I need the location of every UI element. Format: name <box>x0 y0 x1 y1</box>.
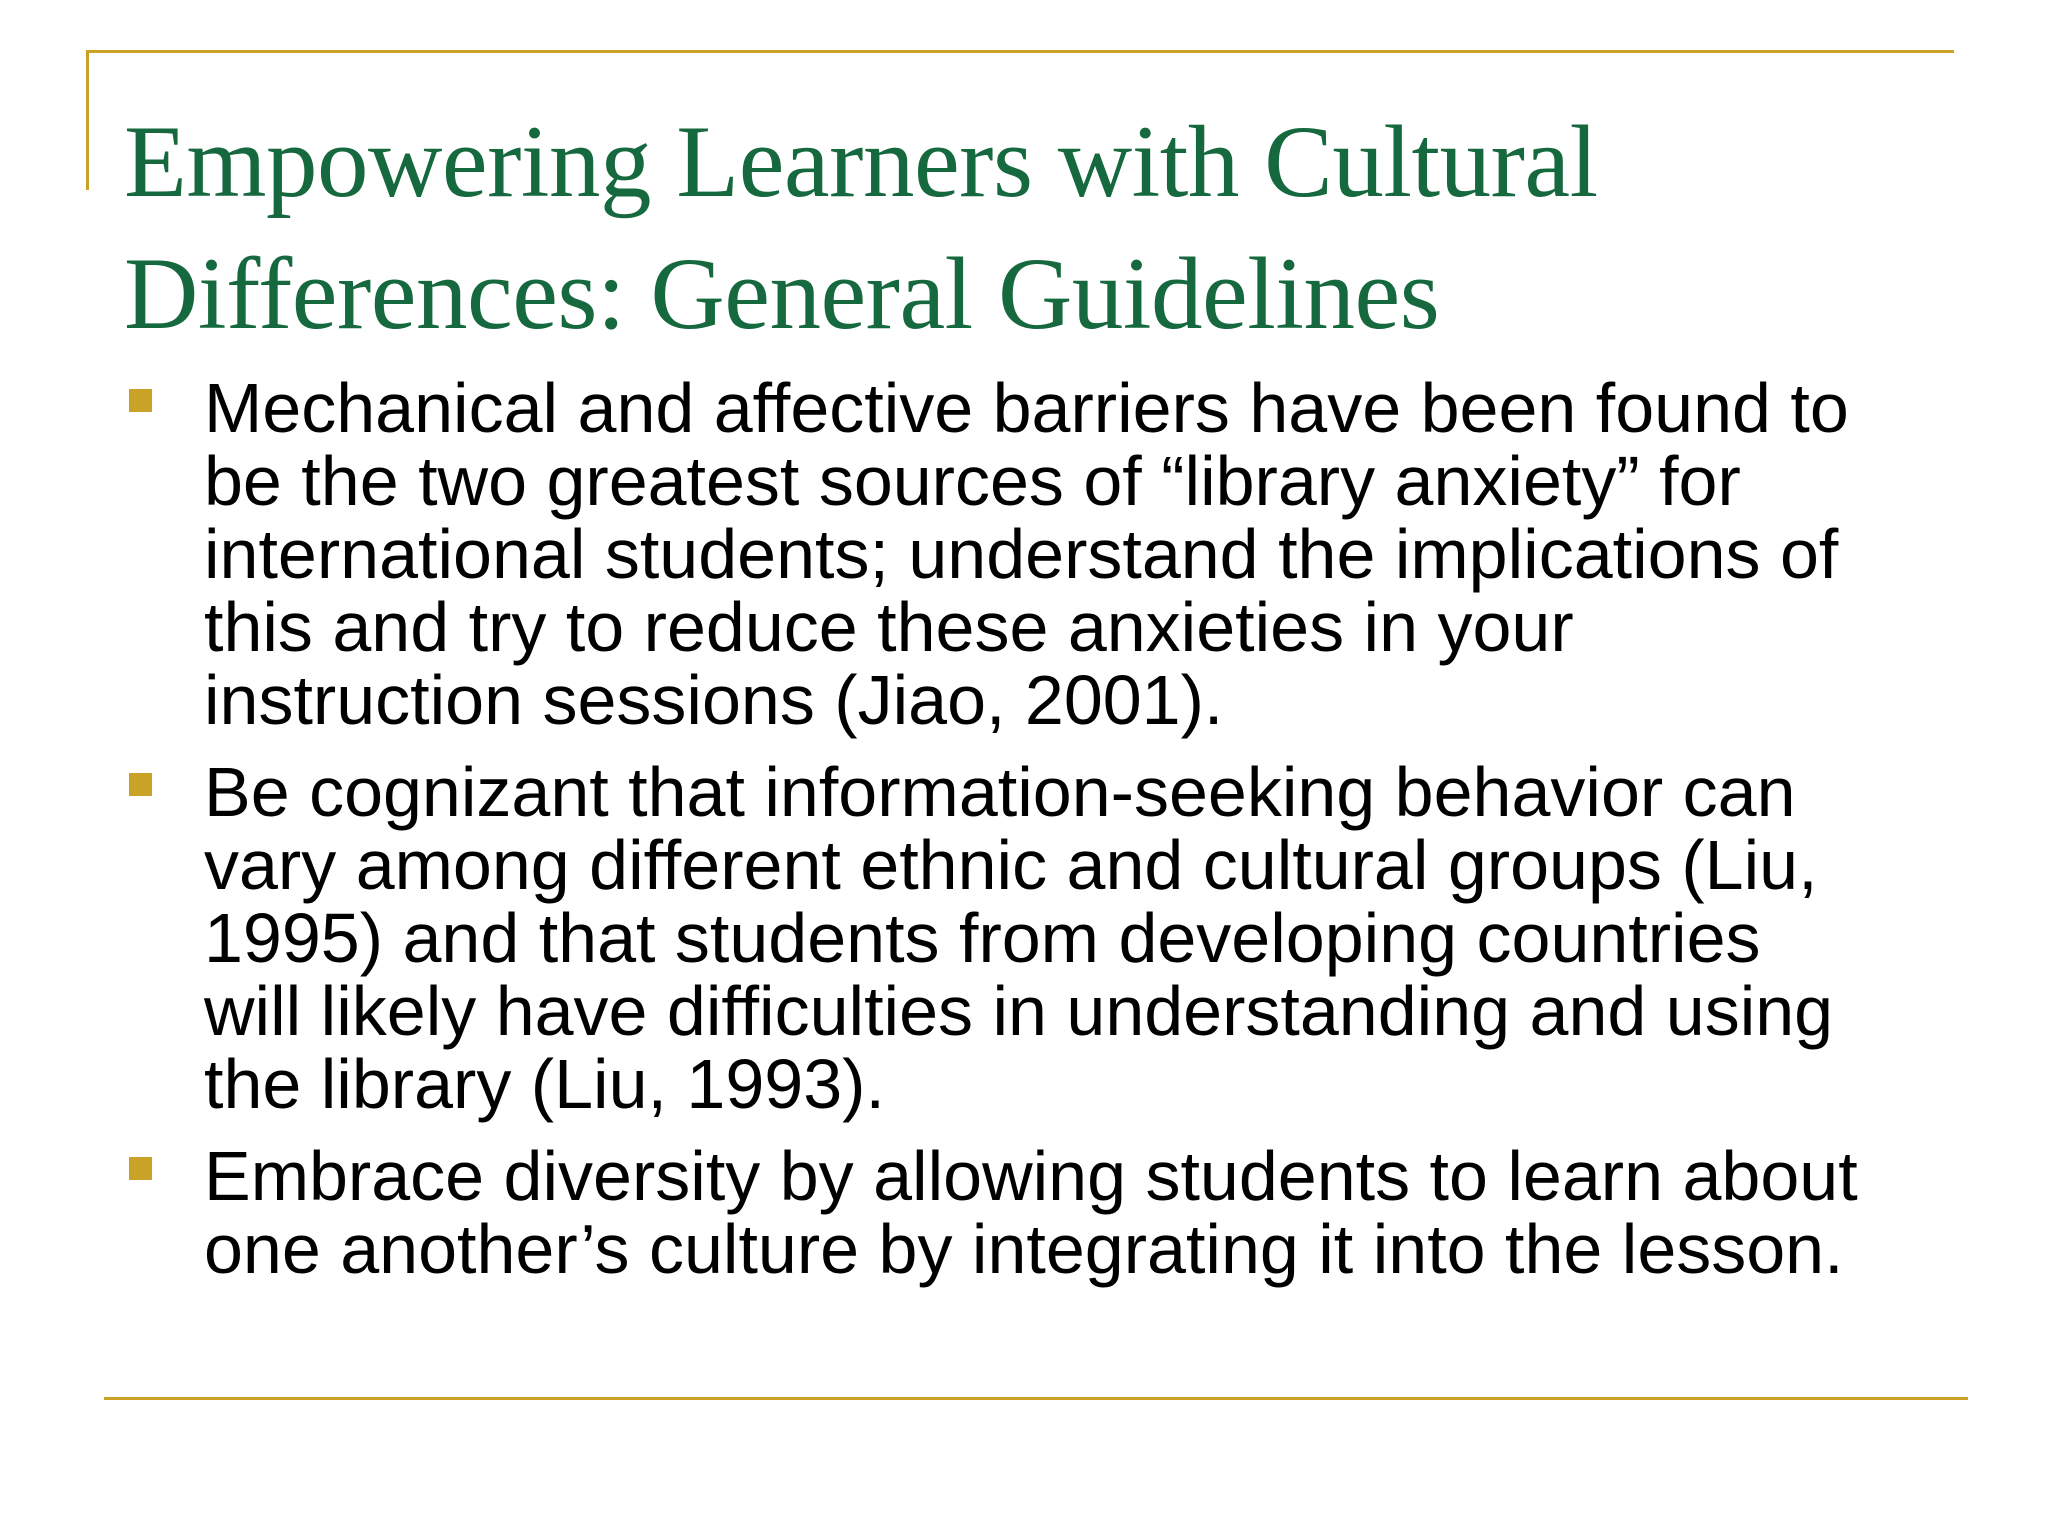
bullet-line: be the two greatest sources of “library anxiety” for <box>204 442 1741 520</box>
bullet-line: will likely have difficulties in understanding and using <box>204 972 1834 1050</box>
bullet-text <box>204 753 1954 1123</box>
square-bullet-icon <box>129 773 152 796</box>
square-bullet-icon <box>129 1157 152 1180</box>
bullet-line: vary among different ethnic and cultural groups (Liu, <box>204 826 1818 904</box>
bullet-line: one another’s culture by integrating it into the lesson. <box>204 1210 1844 1288</box>
bullet-line: Mechanical and affective barriers have been found to <box>204 369 1849 447</box>
bottom-rule-line <box>104 1397 1968 1400</box>
slide-title-line-2: Differences: General Guidelines <box>124 237 1440 351</box>
bullet-item-diversity <box>124 1137 1954 1288</box>
bullet-line: international students; understand the implications of <box>204 515 1839 593</box>
bullet-text <box>204 1137 1954 1288</box>
square-bullet-icon <box>129 389 152 412</box>
bullet-item-barriers <box>124 369 1954 739</box>
bullet-line: the library (Liu, 1993). <box>204 1045 885 1123</box>
bullet-list <box>124 369 1954 1305</box>
top-rule-line <box>86 50 1954 53</box>
bullet-line: Be cognizant that information-seeking behavior can <box>204 753 1796 831</box>
bullet-line: instruction sessions (Jiao, 2001). <box>204 661 1224 739</box>
bullet-line: 1995) and that students from developing countries <box>204 899 1761 977</box>
bullet-text <box>204 369 1954 739</box>
bullet-item-cognizant <box>124 753 1954 1123</box>
bullet-line: this and try to reduce these anxieties in your <box>204 588 1574 666</box>
slide-title <box>124 96 1904 360</box>
bullet-line: Embrace diversity by allowing students to learn about <box>204 1137 1858 1215</box>
slide-title-line-1: Empowering Learners with Cultural <box>124 105 1598 219</box>
left-rule-line <box>86 50 89 190</box>
